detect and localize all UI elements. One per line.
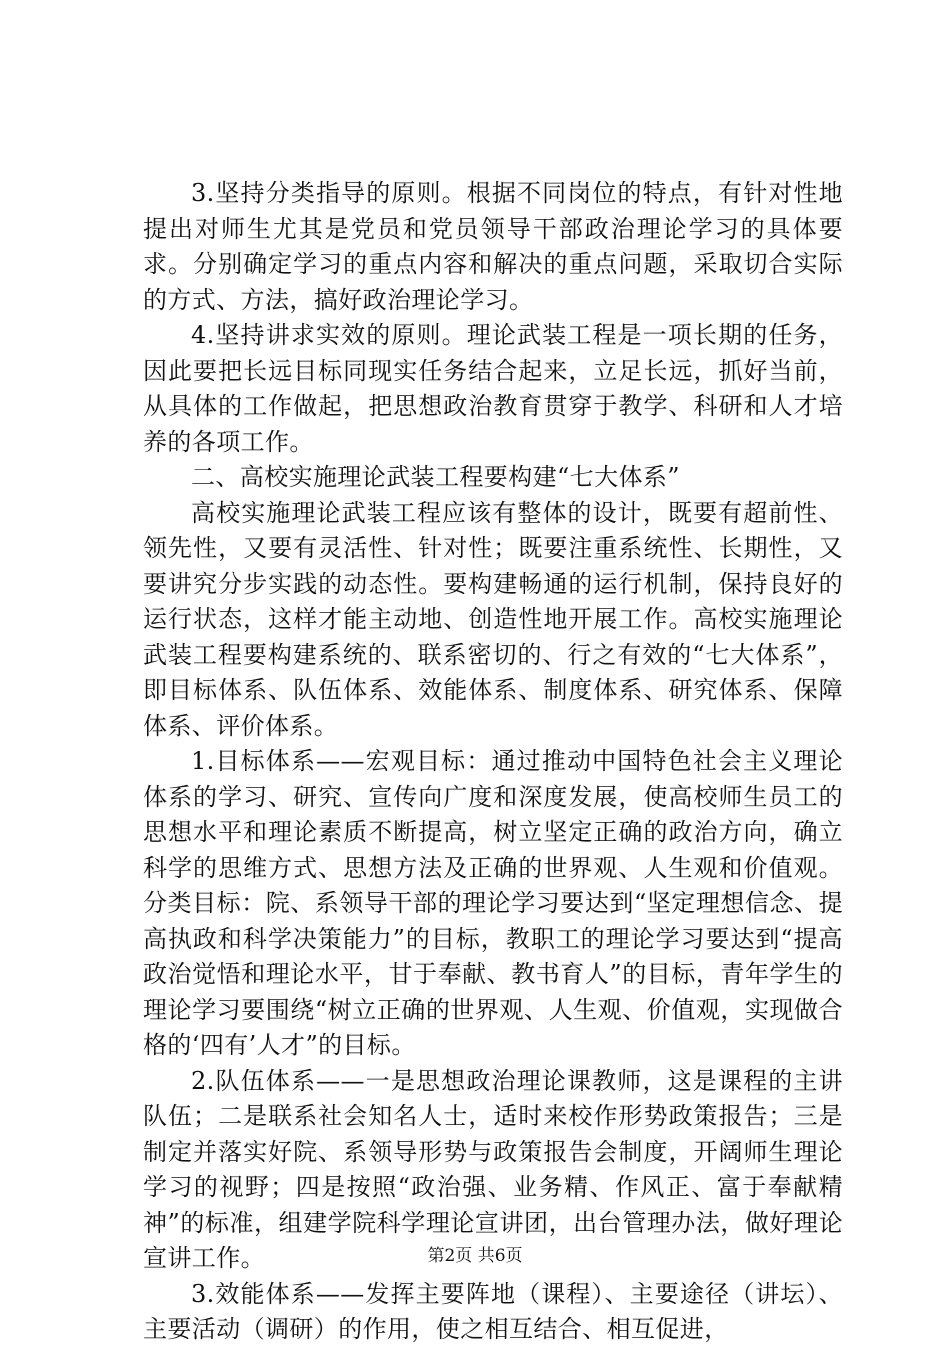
document-body xyxy=(143,176,843,1348)
page-number-footer: 第2页 共6页 xyxy=(427,1246,523,1266)
paragraph-principle-4: 4.坚持讲求实效的原则。理论武装工程是一项长期的任务，因此要把长远目标同现实任务结合起来，立足长远，抓好当前，从具体的工作做起，把思想政治教育贯穿于教学、科研和人才培养的各项工作。 xyxy=(143,321,843,456)
section-heading: 二、高校实施理论武装工程要构建“七大体系” xyxy=(191,463,680,491)
paragraph-efficiency-system: 3.效能体系——发挥主要阵地（课程）、主要途径（讲坛）、主要活动（调研）的作用，使之相互结合、相互促进， xyxy=(143,1279,843,1343)
paragraph-principle-3: 3.坚持分类指导的原则。根据不同岗位的特点，有针对性地提出对师生尤其是党员和党员领导干部政治理论学习的具体要求。分别确定学习的重点内容和解决的重点问题，采取切合实际的方式、方法，搞好政治理论学习。 xyxy=(143,179,843,314)
paragraph-goal-system: 1.目标体系——宏观目标：通过推动中国特色社会主义理论体系的学习、研究、宣传向广度和深度发展，使高校师生员工的思想水平和理论素质不断提高，树立坚定正确的政治方向，确立科学的思维方式、思想方法及正确的世界观、人生观和价值观。分类目标：院、系领导干部的理论学习要达到“坚定理想信念、提高执政和科学决策能力”的目标，教职工的理论学习要达到“提高政治觉悟和理论水平，甘于奉献、教书育人”的目标，青年学生的理论学习要围绕“树立正确的世界观、人生观、价值观，实现做合格的‘四有’人才”的目标。 xyxy=(143,747,843,1059)
paragraph-intro: 高校实施理论武装工程应该有整体的设计，既要有超前性、领先性，又要有灵活性、针对性；既要注重系统性、长期性，又要讲究分步实践的动态性。要构建畅通的运行机制，保持良好的运行状态，这样才能主动地、创造性地开展工作。高校实施理论武装工程要构建系统的、联系密切的、行之有效的“七大体系”，即目标体系、队伍体系、效能体系、制度体系、研究体系、保障体系、评价体系。 xyxy=(143,498,843,740)
paragraph-team-system: 2.队伍体系——一是思想政治理论课教师，这是课程的主讲队伍；二是联系社会知名人士，适时来校作形势政策报告；三是制定并落实好院、系领导形势与政策报告会制度，开阔师生理论学习的视野；四是按照“政治强、业务精、作风正、富于奉献精神”的标准，组建学院科学理论宣讲团，出台管理办法，做好理论宣讲工作。 xyxy=(143,1066,843,1272)
